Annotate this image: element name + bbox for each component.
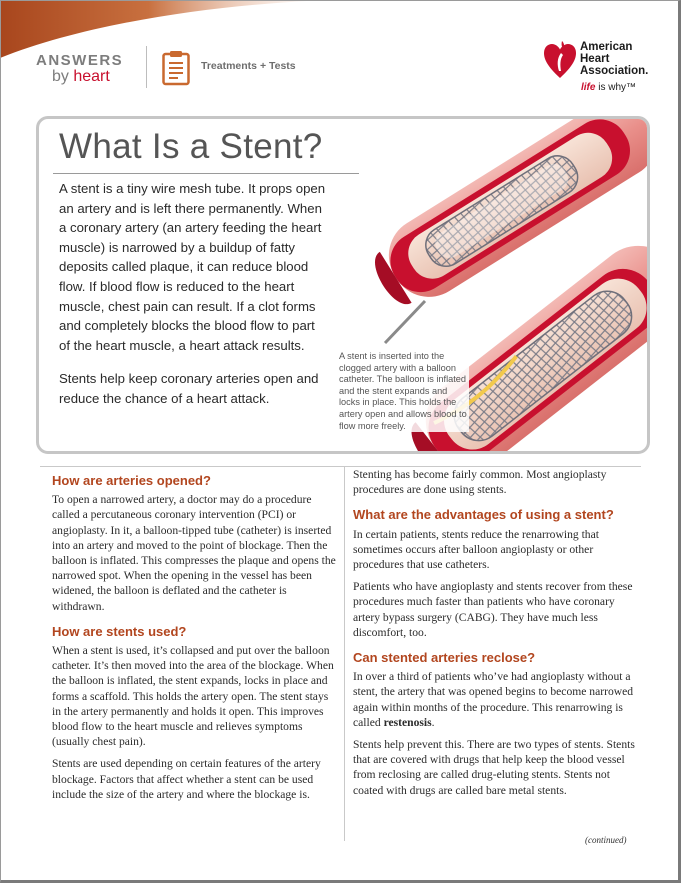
paragraph-advantages-2: Patients who have angioplasty and stents recover from these procedures much faster than patients who have coronary artery bypass surgery (CABG). They have much less discomfort, too. [353, 580, 633, 639]
paragraph-reclose-2: Stents help prevent this. There are two types of stents. Stents that are covered with drugs that help keep the blood vessel from reclosing are called drug-eluting stents. Stents not coated with drugs are called bare metal stents. [353, 738, 635, 797]
aha-line-1: American [580, 41, 633, 53]
paragraph-stents-used-2: Stents are used depending on certain features of the artery blockage. Factors that affect whether a stent can be used include the size of the artery and where the blockage is. [52, 757, 321, 801]
aha-wordmark [580, 41, 648, 77]
header-swoosh [0, 0, 681, 60]
title-rule [53, 173, 359, 174]
brand-answers: ANSWERS [36, 52, 124, 69]
column-divider [344, 467, 345, 841]
left-column [52, 473, 336, 809]
intro-text [59, 179, 329, 409]
brand-logo [36, 52, 123, 86]
intro-paragraph-1: A stent is a tiny wire mesh tube. It props open an artery and is left there permanently. When a coronary artery (an artery feeding the heart muscle) is narrowed by a buildup of fatty deposits called plaque, it can reduce blood flow. If blood flow is reduced to the heart muscle, chest pain can result. If a clot forms and completely blocks the blood flow to part of the heart muscle, a heart attack results. [59, 181, 326, 353]
clipboard-icon [162, 50, 190, 86]
tagline-life: life [581, 82, 596, 93]
aha-heart-torch-icon [543, 38, 577, 80]
brand-by: by [52, 68, 69, 85]
paragraph-advantages-1: In certain patients, stents reduce the renarrowing that sometimes occurs after balloon angioplasty or other procedures that use catheters. [353, 527, 599, 572]
page-title: What Is a Stent? [59, 127, 323, 166]
brand-by-heart [36, 68, 123, 86]
hero-panel [36, 116, 650, 454]
paragraph-stenting-common: Stenting has become fairly common. Most angioplasty procedures are done using stents. [353, 468, 607, 497]
brand-heart: heart [73, 68, 110, 85]
heading-arteries-opened: How are arteries opened? [52, 473, 211, 488]
right-column [353, 467, 635, 805]
paragraph-stents-used-1: When a stent is used, it’s collapsed and put over the balloon catheter. It’s then moved into the area of the blockage. When the balloon is inflated, the stent expands, locks in place and forms a scaffold. This holds the artery open. The stent stays in the artery permanently and holds it open. This improves blood flow to the heart muscle and relieves symptoms (usually chest pain). [52, 644, 334, 749]
section-label: Treatments + Tests [201, 60, 296, 72]
heading-advantages: What are the advantages of using a stent? [353, 507, 614, 523]
reclose-text: In over a third of patients who’ve had angioplasty without a stent, the artery that was opened begins to become narrowed again within months of the procedure. This renarrowing is called [353, 670, 634, 729]
intro-paragraph-2: Stents help keep coronary arteries open and reduce the chance of a heart attack. [59, 371, 319, 406]
paragraph-reclose-1 [353, 669, 635, 730]
heading-reclose: Can stented arteries reclose? [353, 650, 536, 666]
aha-line-2: Heart [580, 53, 610, 65]
aha-line-3: Association. [580, 65, 649, 77]
continued-note: (continued) [585, 835, 627, 845]
heading-stents-used: How are stents used? [52, 623, 187, 639]
article-body [40, 466, 641, 846]
term-restenosis: restenosis [383, 715, 432, 729]
reclose-period: . [431, 715, 435, 729]
tagline-rest: is why™ [595, 82, 637, 93]
brand-divider [146, 46, 147, 88]
catheter-wire [385, 301, 425, 343]
aha-tagline [581, 82, 636, 93]
image-caption: A stent is inserted into the clogged artery with a balloon catheter. The balloon is inflated and the stent expands and locks in place. This holds the artery open and allows blood to flow more freely. [339, 351, 469, 432]
paragraph-arteries-opened: To open a narrowed artery, a doctor may do a procedure called a percutaneous coronary intervention (PCI) or angioplasty. In it, a balloon-tipped tube (catheter) is inserted into an artery and moved to the point of blockage. Then the balloon is inflated. This compresses the plaque and opens the narrowed spot. When the opening in the vessel has been widened, the balloon is deflated and the catheter is withdrawn. [52, 493, 336, 613]
